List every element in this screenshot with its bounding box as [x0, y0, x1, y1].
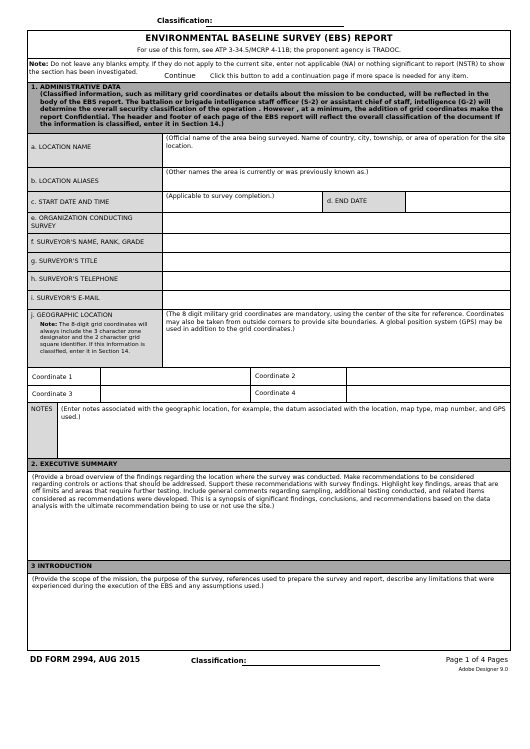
geo-location-label: j. GEOGRAPHIC LOCATION	[31, 312, 113, 319]
organization-label: e. ORGANIZATION CONDUCTING SURVEY	[31, 215, 133, 230]
location-name-input[interactable]: (Official name of the area being surveyed. Name of country, city, township, or area of operation for the site location.	[166, 135, 506, 150]
coordinate-2-label: Coordinate 2	[255, 373, 296, 380]
surveyor-title-label: g. SURVEYOR'S TITLE	[31, 258, 98, 265]
location-name-label: a. LOCATION NAME	[31, 144, 92, 151]
surveyor-title-input[interactable]	[163, 253, 510, 271]
coordinate-1-input[interactable]	[101, 368, 249, 385]
note-label: Note:	[29, 61, 49, 68]
surveyor-email-label: i. SURVEYOR'S E-MAIL	[31, 295, 100, 302]
top-classification-label: Classification:	[157, 17, 213, 25]
form-subtitle: For use of this form, see ATP 3-34.5/MCRP 4-11B; the proponent agency is TRADOC.	[136, 47, 402, 54]
bottom-classification-field[interactable]	[242, 665, 380, 666]
coordinate-2-input[interactable]	[347, 368, 510, 385]
geo-note-label: Note:	[40, 322, 58, 328]
location-aliases-input[interactable]: (Other names the area is currently or was previously known as.)	[166, 169, 369, 176]
coordinate-1-label: Coordinate 1	[32, 374, 73, 381]
surveyor-name-input[interactable]	[163, 234, 510, 252]
coordinate-4-input[interactable]	[347, 386, 510, 402]
admin-instruction: (Classified information, such as military grid coordinates or details about the mission to be conducted, will be reflected in the body of the EBS report. The battalion or brigade intelligence staff officer (S-2) or assistant chief of staff, intelligence (G-2) will determine the overall security classification of the operation . However , at a minimum, the addition of grid coordinates make the report Confidential. The header and footer of each page of the EBS report will reflect the overall classification of the document If the information is classified, enter it in Section 14.)	[40, 91, 504, 129]
start-date-input[interactable]: (Applicable to survey completion.)	[166, 193, 275, 200]
surveyor-name-label: f. SURVEYOR'S NAME, RANK, GRADE	[31, 239, 145, 246]
top-classification-field[interactable]	[206, 26, 344, 27]
geo-location-input[interactable]: (The 8 digit military grid coordinates are mandatory, using the center of the site for reference. Coordinates may also be taken from outside corners to provide site boundaries. A global position system (GPS) may be used in addition to the grid coordinates.)	[166, 311, 504, 334]
introduction-section	[28, 561, 510, 573]
surveyor-phone-input[interactable]	[163, 272, 510, 290]
notes-input[interactable]: (Enter notes associated with the geographic location, for example, the datum associated with the location, map type, map number, and GPS used.)	[61, 406, 506, 421]
geo-note	[40, 322, 160, 356]
surveyor-email-input[interactable]	[163, 291, 510, 309]
page-number: Page 1 of 4 Pages	[445, 656, 508, 664]
form-id: DD FORM 2994, AUG 2015	[30, 655, 141, 664]
bottom-classification-label: Classification:	[191, 657, 247, 665]
coordinate-3-label: Coordinate 3	[32, 391, 73, 398]
end-date-label: d. END DATE	[327, 198, 367, 205]
software-version: Adobe Designer 9.0	[458, 667, 508, 673]
note-text: Do not leave any blanks empty. If they do not apply to the current site, enter not applicable (NA) or nothing significant to report (NSTR) to show the section has been investigated.	[29, 61, 505, 76]
continue-button[interactable]: Continue	[160, 72, 200, 82]
start-date-label: c. START DATE AND TIME	[31, 199, 110, 206]
notes-label: NOTES	[31, 406, 53, 413]
exec-summary-heading: 2. EXECUTIVE SUMMARY	[31, 461, 118, 468]
introduction-heading: 3 INTRODUCTION	[31, 563, 92, 570]
introduction-input[interactable]: (Provide the scope of the mission, the purpose of the survey, references used to prepare the survey and report, describe any limitations that were experienced during the execution of the EBS and any assumptions used.)	[32, 576, 495, 591]
organization-input[interactable]	[163, 213, 510, 233]
admin-heading: 1. ADMINISTRATIVE DATA	[31, 84, 121, 91]
exec-summary-input[interactable]: (Provide a broad overview of the findings regarding the location where the survey was conducted. Make recommendations to be considered regarding controls or actions that should be addressed. Support these recommendations with survey findings. Highlight key findings, areas that are off limits and areas that require further testing. Include general comments regarding sampling, additional testing conducted, and related items considered as recommendations were developed. This is a synopsis of significant findings, conclusions, and recommendations based on the data analysis with the ultimate recommendation being to use or not use the site.)	[32, 474, 499, 510]
end-date-input[interactable]	[406, 192, 510, 212]
coordinate-3-input[interactable]	[101, 386, 249, 402]
coordinate-4-label: Coordinate 4	[255, 390, 296, 397]
surveyor-phone-label: h. SURVEYOR'S TELEPHONE	[31, 276, 118, 283]
form-title: ENVIRONMENTAL BASELINE SURVEY (EBS) REPORT	[145, 33, 393, 43]
continue-hint: Click this button to add a continuation page if more space is needed for any item.	[210, 73, 469, 80]
location-aliases-label: b. LOCATION ALIASES	[31, 178, 99, 185]
geo-note-text: The 8-digit grid coordinates will always include the 3 character zone designator and the 2 character grid square identifier. If this information is classified, enter it in Section 14.	[40, 322, 148, 355]
